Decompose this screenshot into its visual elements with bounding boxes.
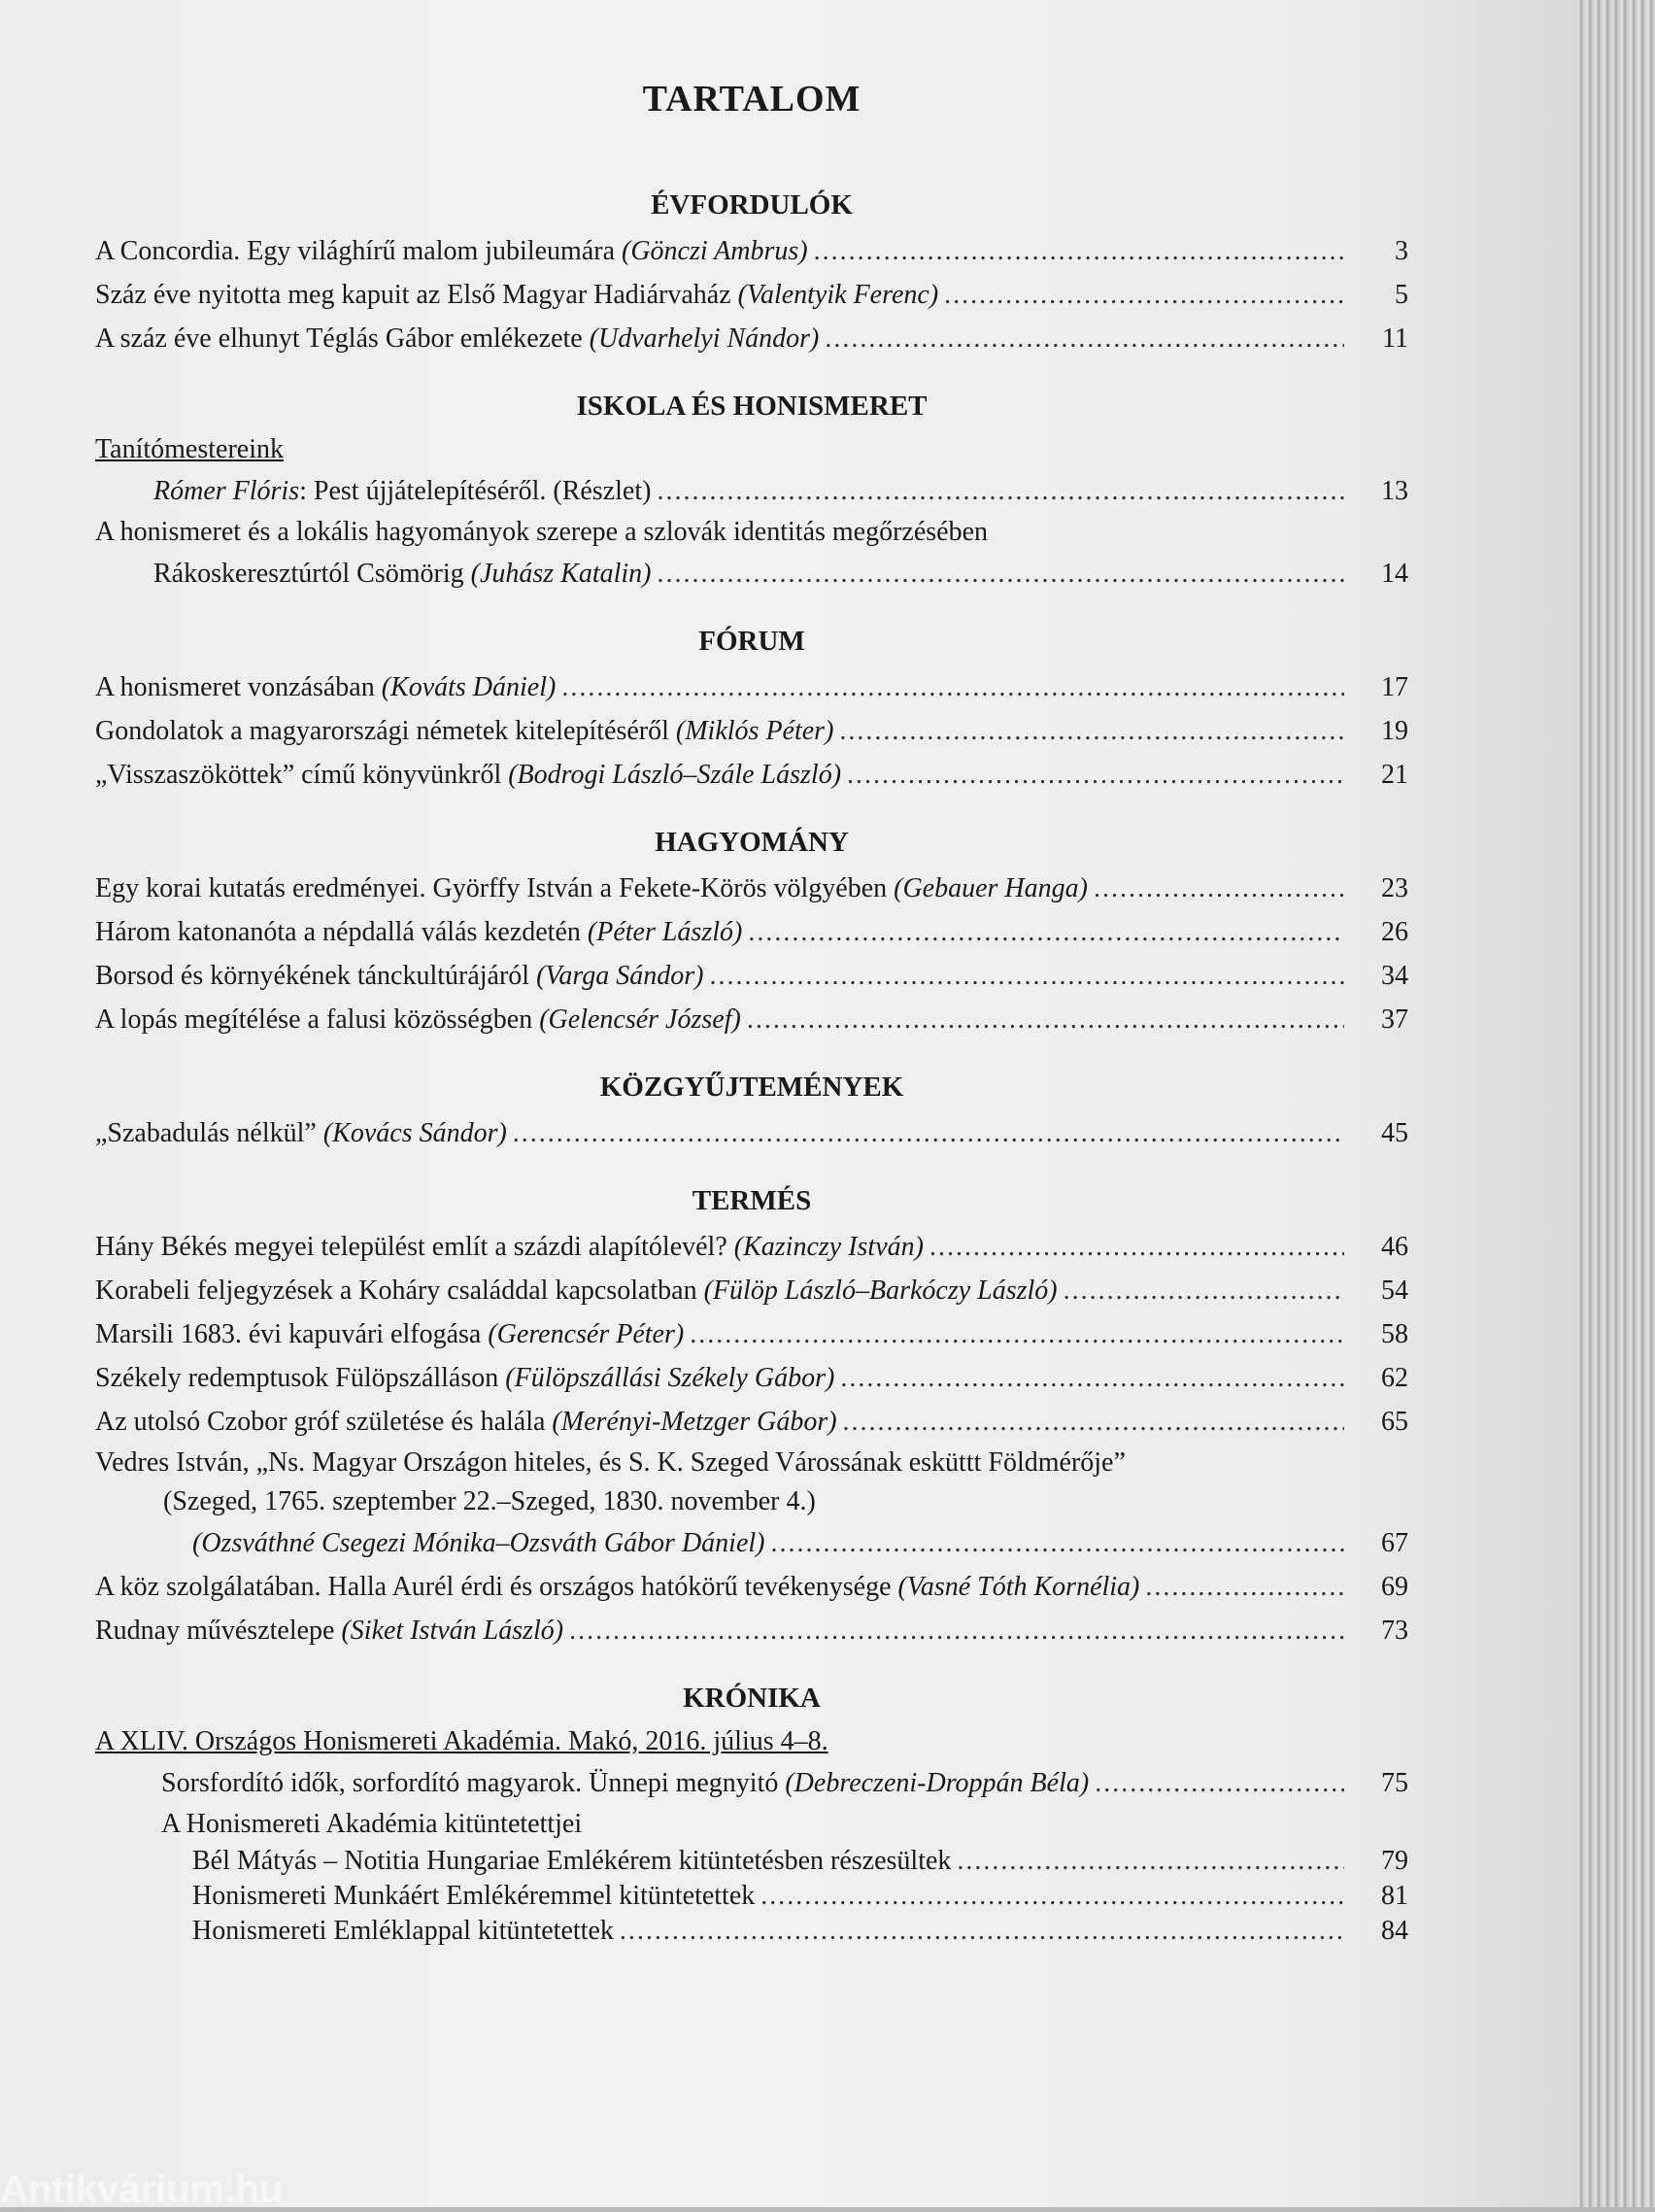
entry-author: (Vasné Tóth Kornélia) xyxy=(897,1572,1140,1602)
page-number: 21 xyxy=(1381,760,1408,790)
toc-entry xyxy=(95,954,1408,998)
toc-entry xyxy=(95,317,1408,360)
leader-dots xyxy=(770,1521,1344,1565)
entry-author: (Péter László) xyxy=(587,917,743,947)
toc-entry xyxy=(95,1111,1408,1155)
entry-title-line: Vedres István, „Ns. Magyar Országon hiteles, és S. K. Szeged Várossának esküttt Földmérője” xyxy=(95,1447,1126,1478)
section-termes xyxy=(95,1176,1408,1652)
leader-dots xyxy=(657,469,1344,513)
entry-title: „Visszaszököttek” című könyvünkről xyxy=(95,760,509,790)
page-number: 58 xyxy=(1381,1319,1408,1349)
toc-entry xyxy=(95,709,1408,753)
page-number: 5 xyxy=(1395,280,1408,310)
leader-dots xyxy=(840,1356,1344,1400)
entry-title: A Concordia. Egy világhírű malom jubileumára xyxy=(95,236,622,266)
page-number: 11 xyxy=(1382,323,1408,354)
entry-author: (Gebauer Hanga) xyxy=(894,873,1088,903)
entry-title: Honismereti Munkáért Emlékéremmel kitüntetettek xyxy=(192,1881,756,1911)
toc-entry xyxy=(95,1844,1408,1879)
page-number: 65 xyxy=(1381,1407,1408,1437)
entry-title: A lopás megítélése a falusi közösségben xyxy=(95,1004,540,1035)
leader-dots xyxy=(747,998,1344,1041)
entry-title: : Pest újjátelepítéséről. (Részlet) xyxy=(299,476,652,506)
table-of-contents xyxy=(95,68,1408,1970)
leader-dots xyxy=(748,910,1344,954)
entry-author: (Kováts Dániel) xyxy=(381,672,557,702)
page-number: 37 xyxy=(1381,1004,1408,1035)
entry-author: (Gerencsér Péter) xyxy=(488,1319,685,1349)
page-number: 26 xyxy=(1381,917,1408,947)
leader-dots xyxy=(658,552,1344,596)
toc-entry xyxy=(95,229,1408,273)
entry-author: (Bodrogi László–Szále László) xyxy=(508,760,842,790)
page-number: 73 xyxy=(1381,1616,1408,1646)
entry-author: (Miklós Péter) xyxy=(675,716,834,746)
toc-entry xyxy=(95,1400,1408,1444)
entry-title: Honismereti Emléklappal kitüntetettek xyxy=(192,1916,614,1946)
entry-title: A honismeret vonzásában xyxy=(95,672,382,702)
section-title: KRÓNIKA xyxy=(683,1683,821,1714)
subheading: Tanítómestereink xyxy=(95,434,284,464)
leader-dots xyxy=(1064,1269,1344,1312)
page-number: 3 xyxy=(1395,236,1408,266)
entry-title: Egy korai kutatás eredményei. Györffy István a Fekete-Körös völgyében xyxy=(95,873,895,903)
leader-dots xyxy=(690,1312,1344,1356)
entry-author: (Debreczeni-Droppán Béla) xyxy=(785,1768,1090,1798)
section-hagyomany xyxy=(95,818,1408,1041)
section-kozgyujtemenyek xyxy=(95,1063,1408,1155)
toc-entry xyxy=(95,867,1408,910)
page-number: 84 xyxy=(1381,1916,1408,1946)
entry-author: (Fülöpszállási Székely Gábor) xyxy=(505,1363,835,1393)
entry-author: (Gönczi Ambrus) xyxy=(622,236,808,266)
toc-entry xyxy=(95,1269,1408,1312)
leader-dots xyxy=(929,1225,1344,1269)
entry-title: Borsod és környékének tánckultúrájáról xyxy=(95,961,537,991)
leader-dots xyxy=(1095,1761,1344,1805)
entry-title-line: A honismeret és a lokális hagyományok szerepe a szlovák identitás megőrzésében xyxy=(95,517,989,547)
page-edge xyxy=(1575,0,1655,2207)
entry-author: (Merényi-Metzger Gábor) xyxy=(552,1407,837,1437)
page-number: 54 xyxy=(1381,1276,1408,1306)
section-title: ISKOLA ÉS HONISMERET xyxy=(576,391,928,422)
entry-title: „Szabadulás nélkül” xyxy=(95,1118,323,1148)
page-number: 81 xyxy=(1381,1881,1408,1911)
page-number: 17 xyxy=(1381,672,1408,702)
leader-dots xyxy=(944,273,1344,317)
leader-dots xyxy=(839,709,1344,753)
entry-title: Korabeli feljegyzések a Koháry családdal kapcsolatban xyxy=(95,1276,704,1306)
leader-dots xyxy=(620,1914,1344,1949)
page-number: 14 xyxy=(1381,559,1408,589)
entry-title: Három katonanóta a népdallá válás kezdetén xyxy=(95,917,588,947)
leader-dots xyxy=(1094,867,1344,910)
leader-dots xyxy=(843,1400,1344,1444)
entry-title: Gondolatok a magyarországi németek kitelepítéséről xyxy=(95,716,676,746)
page-number: 45 xyxy=(1381,1118,1408,1148)
page-number: 67 xyxy=(1381,1528,1408,1558)
leader-dots xyxy=(1145,1565,1344,1609)
entry-author: (Varga Sándor) xyxy=(536,961,704,991)
entry-title: Rákoskeresztúrtól Csömörig xyxy=(153,559,471,589)
entry-title: Sorsfordító idők, sorfordító magyarok. Ünnepi megnyitó xyxy=(161,1768,786,1798)
toc-entry xyxy=(95,665,1408,709)
toc-entry xyxy=(95,552,1408,596)
subheading: A XLIV. Országos Honismereti Akadémia. Makó, 2016. július 4–8. xyxy=(95,1726,828,1756)
toc-entry xyxy=(95,1312,1408,1356)
entry-author: (Kazinczy István) xyxy=(733,1232,924,1262)
toc-entry xyxy=(95,753,1408,797)
toc-entry xyxy=(95,910,1408,954)
page-number: 69 xyxy=(1381,1572,1408,1602)
entry-title: Rudnay művésztelepe xyxy=(95,1616,342,1646)
section-title: ÉVFORDULÓK xyxy=(651,189,853,221)
toc-entry xyxy=(95,998,1408,1041)
section-title: FÓRUM xyxy=(698,626,805,657)
section-forum xyxy=(95,617,1408,797)
award-heading: A Honismereti Akadémia kitüntetettjei xyxy=(161,1809,583,1839)
leader-dots xyxy=(814,229,1344,273)
toc-entry xyxy=(95,273,1408,317)
toc-entry xyxy=(95,1761,1408,1805)
page-number: 23 xyxy=(1381,873,1408,903)
entry-author: (Juhász Katalin) xyxy=(470,559,652,589)
page-number: 34 xyxy=(1381,961,1408,991)
entry-title: Székely redemptusok Fülöpszálláson xyxy=(95,1363,506,1393)
leader-dots xyxy=(847,753,1344,797)
entry-title: A száz éve elhunyt Téglás Gábor emlékezete xyxy=(95,323,590,354)
entry-author: (Fülöp László–Barkóczy László) xyxy=(703,1276,1058,1306)
entry-title: Száz éve nyitotta meg kapuit az Első Magyar Hadiárvaház xyxy=(95,280,738,310)
toc-entry xyxy=(95,1565,1408,1609)
section-title: HAGYOMÁNY xyxy=(655,827,849,858)
section-title: TERMÉS xyxy=(692,1185,812,1216)
entry-title-line: (Szeged, 1765. szeptember 22.–Szeged, 1830. november 4.) xyxy=(163,1486,816,1516)
toc-entry xyxy=(95,1879,1408,1914)
page-number: 62 xyxy=(1381,1363,1408,1393)
toc-entry xyxy=(95,1356,1408,1400)
toc-entry xyxy=(95,1914,1408,1949)
entry-author: (Valentyik Ferenc) xyxy=(737,280,939,310)
leader-dots xyxy=(513,1111,1344,1155)
page-title: TARTALOM xyxy=(642,79,861,119)
toc-entry xyxy=(95,469,1408,513)
section-iskola-es-honismeret xyxy=(95,382,1408,596)
page-number: 13 xyxy=(1381,476,1408,506)
entry-author: (Udvarhelyi Nándor) xyxy=(589,323,820,354)
watermark: Antikvárium.hu xyxy=(0,2168,284,2211)
leader-dots xyxy=(825,317,1344,360)
leader-dots xyxy=(561,665,1344,709)
leader-dots xyxy=(710,954,1345,998)
entry-title: A köz szolgálatában. Halla Aurél érdi és országos hatókörű tevékenysége xyxy=(95,1572,898,1602)
page-number: 19 xyxy=(1381,716,1408,746)
toc-entry xyxy=(95,1521,1408,1565)
section-title: KÖZGYŰJTEMÉNYEK xyxy=(599,1072,904,1103)
entry-author: (Kovács Sándor) xyxy=(322,1118,507,1148)
entry-author: Rómer Flóris xyxy=(153,476,300,506)
entry-author: (Ozsváthné Csegezi Mónika–Ozsváth Gábor Dániel) xyxy=(192,1528,765,1558)
leader-dots xyxy=(760,1879,1344,1914)
section-kronika xyxy=(95,1674,1408,1949)
entry-title: Hány Békés megyei települést említ a százdi alapítólevél? xyxy=(95,1232,734,1262)
leader-dots xyxy=(569,1609,1344,1652)
entry-title: Marsili 1683. évi kapuvári elfogása xyxy=(95,1319,489,1349)
page-number: 79 xyxy=(1381,1846,1408,1876)
entry-title: Az utolsó Czobor gróf születése és halála xyxy=(95,1407,553,1437)
entry-author: (Siket István László) xyxy=(341,1616,564,1646)
leader-dots xyxy=(957,1844,1344,1879)
section-evfordulok xyxy=(95,181,1408,360)
page-number: 46 xyxy=(1381,1232,1408,1262)
page-number: 75 xyxy=(1381,1768,1408,1798)
toc-entry xyxy=(95,1609,1408,1652)
entry-title: Bél Mátyás – Notitia Hungariae Emlékérem kitüntetésben részesültek xyxy=(192,1846,952,1876)
entry-author: (Gelencsér József) xyxy=(539,1004,741,1035)
toc-entry xyxy=(95,1225,1408,1269)
